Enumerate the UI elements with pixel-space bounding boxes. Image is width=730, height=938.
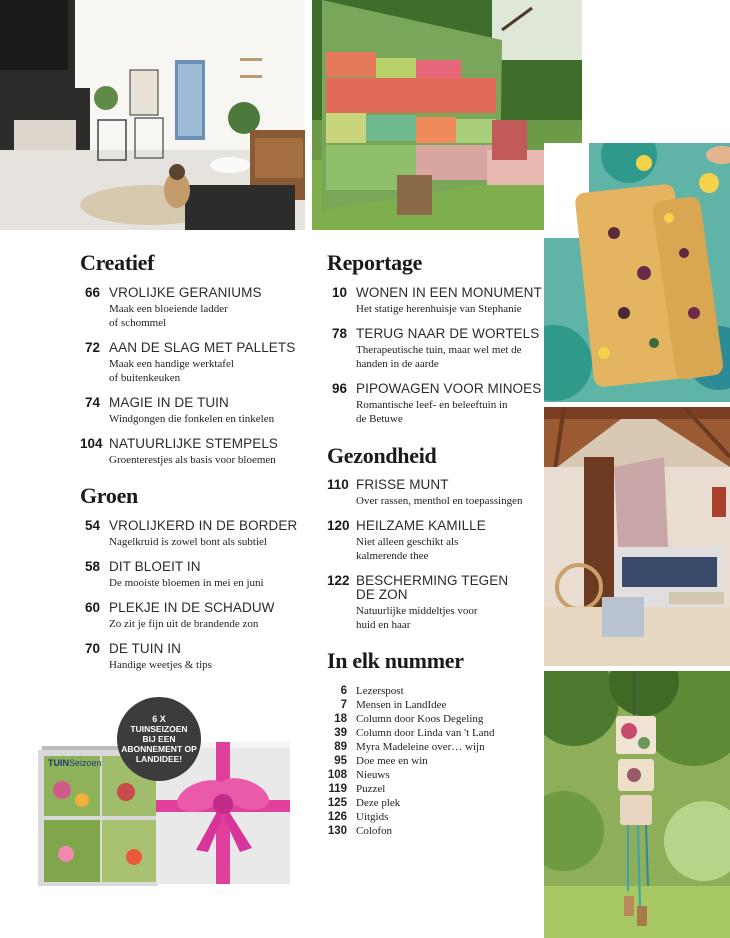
entry-desc: huid en haar (356, 619, 411, 631)
toc-entry[interactable] (327, 285, 542, 317)
entry-page-number: 120 (327, 518, 350, 533)
entry-title: VROLIJKERD IN DE BORDER (109, 518, 298, 533)
entry-page-number: 110 (327, 477, 349, 492)
list-item-page: 126 (327, 811, 347, 823)
list-item[interactable] (327, 699, 547, 713)
windchime-photo (544, 671, 730, 938)
toc-entry[interactable] (327, 326, 542, 372)
toc-entry[interactable] (327, 381, 542, 427)
entry-title: FRISSE MUNT (356, 477, 449, 492)
section-heading-creatief: Creatief (80, 250, 155, 275)
list-item-page: 108 (327, 769, 347, 781)
entry-page-number: 74 (84, 395, 100, 410)
entry-desc: Zo zit je fijn uit de brandende zon (109, 618, 259, 630)
list-item[interactable] (327, 727, 547, 741)
badge-line: TUINSEIZOEN (130, 724, 188, 734)
section-heading-gezondheid: Gezondheid (327, 443, 437, 468)
section-heading-groen: Groen (80, 483, 138, 508)
list-item-label: Nieuws (356, 769, 390, 781)
garden-quilt-photo (312, 0, 582, 230)
list-item-page: 39 (334, 727, 347, 739)
list-item-page: 95 (334, 755, 347, 767)
entry-desc: Het statige herenhuisje van Stephanie (356, 303, 522, 315)
list-item[interactable] (327, 797, 547, 811)
entry-desc: handen in de aarde (356, 358, 439, 370)
entry-desc: Maak een bloeiende ladder (109, 303, 228, 315)
toc-entry[interactable] (80, 559, 310, 591)
entry-title: DE TUIN IN (109, 641, 182, 656)
entry-desc: Niet alleen geschikt als (356, 536, 459, 548)
living-room-photo (0, 0, 305, 230)
entry-page-number: 78 (331, 326, 347, 341)
entry-title: DIT BLOEIT IN (109, 559, 201, 574)
list-item[interactable] (327, 685, 547, 699)
section-heading-in-elk-nummer: In elk nummer (327, 648, 464, 673)
entry-desc: Maak een handige werktafel (109, 358, 234, 370)
list-item-label: Column door Koos Degeling (356, 713, 484, 725)
badge-line: LANDIDEE! (135, 754, 183, 764)
entry-desc: Groenterestjes als basis voor bloemen (109, 454, 276, 466)
toc-entry[interactable] (80, 395, 310, 427)
list-item[interactable] (327, 713, 547, 727)
entry-page-number: 54 (84, 518, 100, 533)
entry-title: PIPOWAGEN VOOR MINOES (356, 381, 542, 396)
list-item-label: Colofon (356, 825, 393, 837)
entry-desc: of schommel (109, 317, 167, 329)
list-item-label: Deze plek (356, 797, 401, 809)
entry-desc: kalmerende thee (356, 550, 429, 562)
list-item-label: Myra Madeleine over… wijn (356, 741, 485, 753)
entry-desc: de Betuwe (356, 413, 403, 425)
entry-page-number: 122 (327, 573, 350, 588)
list-item[interactable] (327, 811, 547, 825)
entry-desc: Romantische leef- en beleeftuin in (356, 399, 508, 411)
entry-title: PLEKJE IN DE SCHADUW (109, 600, 275, 615)
list-item[interactable] (327, 741, 547, 755)
entry-title: NATUURLIJKE STEMPELS (109, 436, 279, 451)
entry-title: TERUG NAAR DE WORTELS (356, 326, 540, 341)
magazine-title: TUINSeizoen (48, 758, 102, 768)
badge-line: 6 X (152, 714, 166, 724)
list-item-label: Uitgids (356, 811, 389, 823)
entry-desc: Handige weetjes & tips (109, 659, 212, 671)
entry-desc: De mooiste bloemen in mei en juni (109, 577, 264, 589)
list-item-label: Column door Linda van 't Land (356, 727, 495, 739)
list-item-label: Doe mee en win (356, 755, 428, 767)
entry-page-number: 96 (331, 381, 347, 396)
badge-line: BIJ EEN (142, 734, 176, 744)
list-item-page: 125 (327, 797, 347, 809)
entry-desc: Windgongen die fonkelen en tinkelen (109, 413, 275, 425)
entry-page-number: 10 (331, 285, 347, 300)
entry-desc: Therapeutische tuin, maar wel met de (356, 344, 522, 356)
toc-entry[interactable] (80, 518, 310, 550)
entry-desc: Nagelkruid is zowel bont als subtiel (109, 536, 267, 548)
entry-desc: of buitenkeuken (109, 372, 181, 384)
entry-page-number: 60 (84, 600, 100, 615)
entry-page-number: 70 (84, 641, 100, 656)
entry-page-number: 104 (80, 436, 103, 451)
toc-entry[interactable] (80, 285, 310, 331)
toc-entry[interactable] (327, 477, 542, 509)
toc-entry[interactable] (80, 436, 310, 468)
list-item[interactable] (327, 783, 547, 797)
list-item-page: 89 (334, 741, 347, 753)
badge-line: ABONNEMENT OP (121, 744, 197, 754)
entry-page-number: 66 (84, 285, 100, 300)
toc-entry[interactable] (80, 600, 310, 632)
toc-entry[interactable] (80, 641, 310, 673)
list-item-page: 130 (327, 825, 347, 837)
entry-desc: Over rassen, menthol en toepassingen (356, 495, 523, 507)
subscription-badge[interactable] (117, 697, 201, 781)
list-item-label: Mensen in LandIdee (356, 699, 447, 711)
entry-title: WONEN IN EEN MONUMENT (356, 285, 542, 300)
list-item-page: 7 (340, 699, 347, 711)
toc-entry[interactable] (80, 340, 310, 386)
list-item-page: 6 (340, 685, 347, 697)
list-item[interactable] (327, 755, 547, 769)
list-item-page: 119 (328, 783, 347, 795)
section-heading-reportage: Reportage (327, 250, 423, 275)
list-item-page: 18 (334, 713, 347, 725)
entry-page-number: 58 (84, 559, 100, 574)
entry-page-number: 72 (84, 340, 100, 355)
toc-entry[interactable] (327, 518, 542, 564)
toc-entry[interactable] (327, 573, 542, 633)
caravan-bedroom-photo (544, 407, 730, 666)
list-item-label: Puzzel (356, 783, 386, 795)
list-item-label: Lezerspost (356, 685, 404, 697)
flower-focaccia-photo (544, 143, 730, 402)
entry-title: VROLIJKE GERANIUMS (109, 285, 262, 300)
list-item[interactable] (327, 769, 547, 783)
entry-title: AAN DE SLAG MET PALLETS (109, 340, 296, 355)
entry-desc: Natuurlijke middeltjes voor (356, 605, 478, 617)
list-item[interactable] (327, 825, 547, 839)
entry-title: MAGIE IN DE TUIN (109, 395, 229, 410)
entry-title: DE ZON (356, 587, 408, 602)
entry-title: BESCHERMING TEGEN (356, 573, 509, 588)
entry-title: HEILZAME KAMILLE (356, 518, 486, 533)
